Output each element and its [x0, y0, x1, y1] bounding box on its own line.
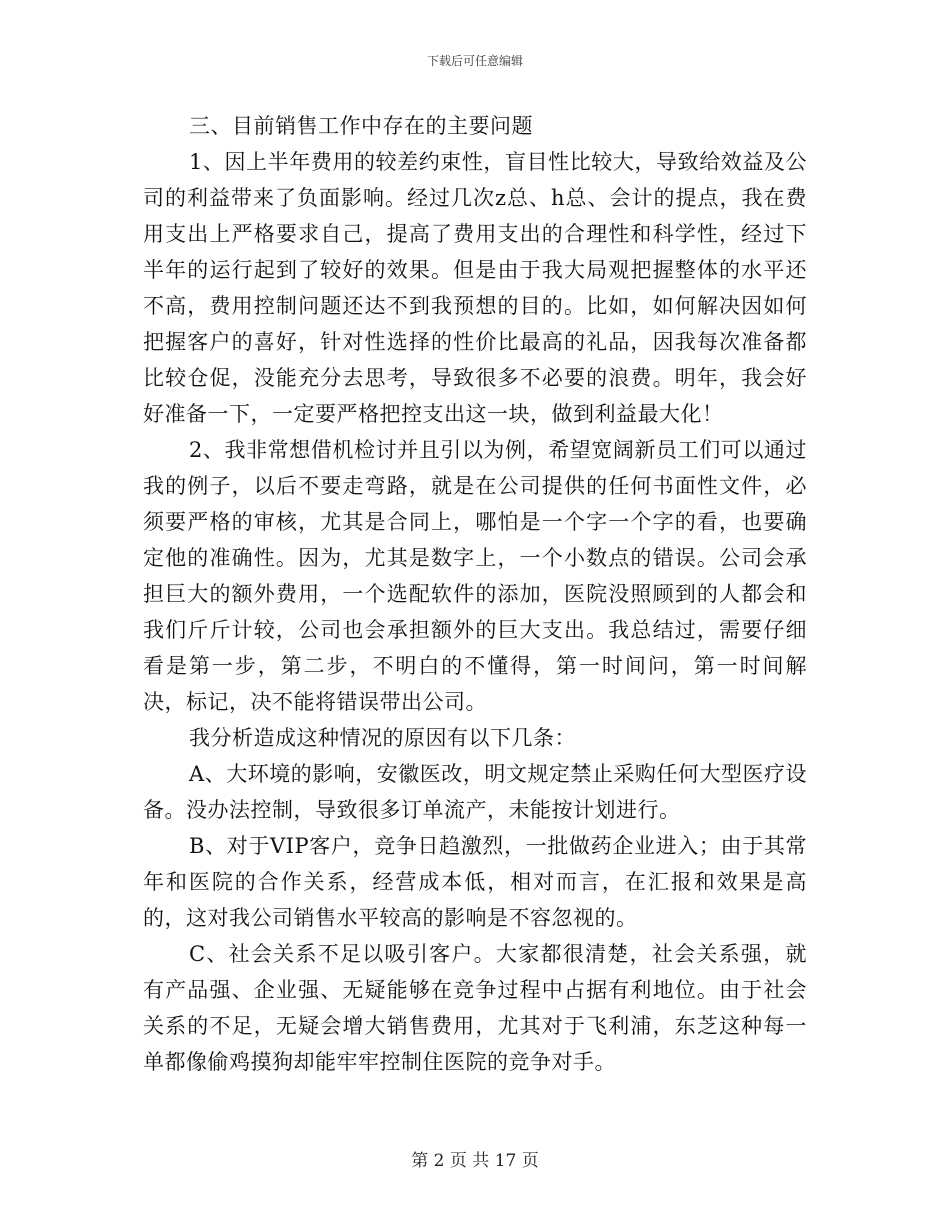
page-number-footer: 第 2 页 共 17 页	[411, 1151, 539, 1171]
document-body	[143, 108, 807, 1080]
paragraph-causes-intro: 我分析造成这种情况的原因有以下几条：	[189, 726, 576, 750]
section-heading: 三、目前销售工作中存在的主要问题	[189, 114, 533, 138]
paragraph-2: 2、我非常想借机检讨并且引以为例，希望宽阔新员工们可以通过我的例子，以后不要走弯路，就是在公司提供的任何书面性文件，必须要严格的审核，尤其是合同上，哪怕是一个字一个字的看，也要确定他的准确性。因为，尤其是数字上，一个小数点的错误。公司会承担巨大的额外费用，一个选配软件的添加，医院没照顾到的人都会和我们斤斤计较，公司也会承担额外的巨大支出。我总结过，需要仔细看是第一步，第二步，不明白的不懂得，第一时间问，第一时间解决，标记，决不能将错误带出公司。	[143, 438, 807, 714]
paragraph-1: 1、因上半年费用的较差约束性，盲目性比较大，导致给效益及公司的利益带来了负面影响。经过几次z总、h总、会计的提点，我在费用支出上严格要求自己，提高了费用支出的合理性和科学性，经过下半年的运行起到了较好的效果。但是由于我大局观把握整体的水平还不高，费用控制问题还达不到我预想的目的。比如，如何解决因如何把握客户的喜好，针对性选择的性价比最高的礼品，因我每次准备都比较仓促，没能充分去思考，导致很多不必要的浪费。明年，我会好好准备一下，一定要严格把控支出这一块，做到利益最大化！	[143, 150, 807, 426]
header-note: 下载后可任意编辑	[426, 54, 523, 68]
paragraph-cause-c: C、社会关系不足以吸引客户。大家都很清楚，社会关系强，就有产品强、企业强、无疑能够在竞争过程中占据有利地位。由于社会关系的不足，无疑会增大销售费用，尤其对于飞利浦，东芝这种每一单都像偷鸡摸狗却能牢牢控制住医院的竞争对手。	[143, 942, 807, 1074]
paragraph-cause-b: B、对于VIP客户，竞争日趋激烈，一批做药企业进入；由于其常年和医院的合作关系，经营成本低，相对而言，在汇报和效果是高的，这对我公司销售水平较高的影响是不容忽视的。	[143, 834, 807, 930]
paragraph-cause-a: A、大环境的影响，安徽医改，明文规定禁止采购任何大型医疗设备。没办法控制，导致很多订单流产，未能按计划进行。	[143, 762, 807, 822]
